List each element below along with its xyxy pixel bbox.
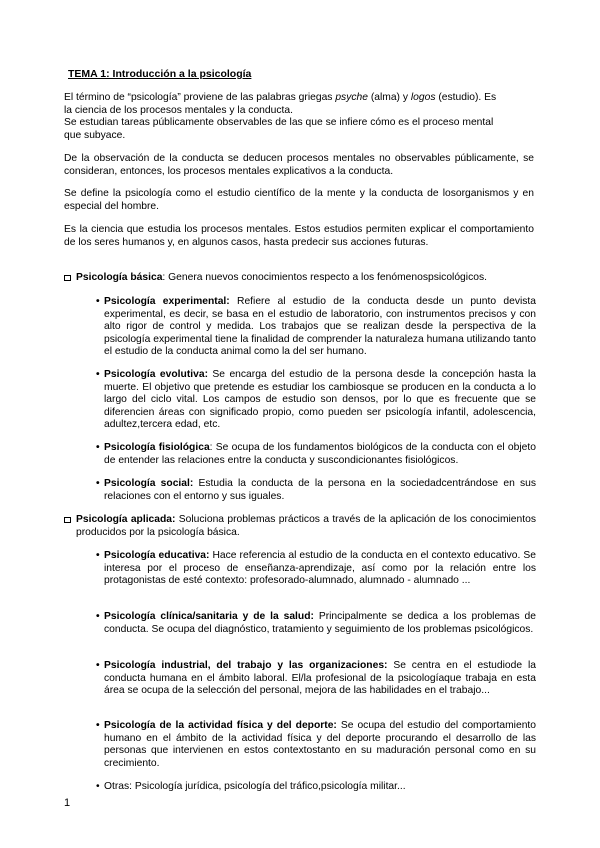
list-item-evolutiva: • Psicología evolutiva: Se encarga del estudio de la persona desde la concepción hasta la muerte. El objetivo que pretende es estudiar los cambiosque se producen en la conducta a lo largo del ciclo vital. Los campos de estudio son densos, por lo que es frecuente que se diferencien áreas con significado propio, como pueden ser psicología infantil, adolescencia, adultez,tercera edad, etc.	[96, 369, 536, 431]
list-item-industrial: • Psicología industrial, del trabajo y las organizaciones: Se centra en el estudiode la conducta humana en el ámbito laboral. El/la profesional de la psicologíaque trabaja en esta área se ocupa de la selección del personal, mejora de las habilidades en el trabajo...	[96, 660, 536, 697]
intro-line-2: la ciencia de los procesos mentales y la conducta.	[64, 104, 293, 116]
list-item-social: • Psicología social: Estudia la conducta de la persona en la sociedadcentrándose en sus relaciones con el entorno y sus iguales.	[96, 478, 536, 502]
list-item-educativa: • Psicología educativa: Hace referencia al estudio de la conducta en el contexto educativo. Se interesa por el proceso de enseñanza-aprendizaje, así como por la relación entre los protagonistas de esté contexto: profesorado-alumnado, alumnado - alumnado ...	[96, 550, 537, 587]
section-aplicada-label: Psicología aplicada:	[76, 514, 176, 525]
section-basica	[64, 272, 536, 285]
intro-paragraph-2: De la observación de la conducta se deducen procesos mentales no observables públicamente, se consideran, entonces, los procesos mentales explicativos a la conducta.	[64, 153, 534, 177]
intro-paragraph-1	[64, 92, 534, 142]
intro-line-3: Se estudian tareas públicamente observables de las que se infiere cómo es el proceso mental	[64, 117, 494, 129]
list-item-clinica: • Psicología clínica/sanitaria y de la salud: Principalmente se dedica a los problemas de conducta. Se ocupa del diagnóstico, tratamiento y seguimiento de los problemas psicológicos.	[96, 611, 536, 635]
page-number: 1	[64, 797, 71, 809]
section-aplicada	[64, 514, 536, 539]
square-bullet-icon	[64, 517, 71, 523]
bullet-icon: •	[96, 720, 100, 731]
list-item-deporte: • Psicología de la actividad física y del deporte: Se ocupa del estudio del comportamiento humano en el ámbito de la actividad física y del deporte procurando el desarrollo de las personas que intervienen en estos contextostanto en su maduración personal como en su crecimiento.	[96, 720, 537, 769]
section-basica-label: Psicología básica	[76, 272, 163, 283]
bullet-icon: •	[96, 660, 100, 671]
bullet-icon: •	[96, 442, 100, 453]
square-bullet-icon	[64, 275, 71, 281]
intro-line-1: El término de “psicología” proviene de las palabras griegas psyche (alma) y logos (estudio). Es	[64, 92, 497, 103]
bullet-icon: •	[96, 369, 100, 380]
list-item-otras: • Otras: Psicología jurídica, psicología del tráfico,psicología militar...	[96, 781, 406, 792]
intro-line-4: que subyace.	[64, 129, 126, 141]
bullet-icon: •	[96, 296, 100, 307]
bullet-icon: •	[96, 781, 100, 792]
section-aplicada-text: Soluciona problemas prácticos a través de la aplicación de los conocimientos producidos por la psicología básica.	[76, 514, 537, 538]
document-title: TEMA 1: Introducción a la psicología	[68, 68, 252, 80]
bullet-icon: •	[96, 550, 100, 561]
intro-paragraph-3: Se define la psicología como el estudio científico de la mente y la conducta de losorganismos y en especial del hombre.	[64, 188, 534, 212]
section-basica-text: : Genera nuevos conocimientos respecto a los fenómenospsicológicos.	[162, 272, 487, 283]
intro-paragraph-4: Es la ciencia que estudia los procesos mentales. Estos estudios permiten explicar el comportamiento de los seres humanos y, en algunos casos, hasta predecir sus acciones futuras.	[64, 224, 534, 248]
bullet-icon: •	[96, 478, 100, 489]
bullet-icon: •	[96, 611, 100, 622]
list-item-fisiologica: • Psicología fisiológica: Se ocupa de los fundamentos biológicos de la conducta con el objeto de entender las relaciones entre la conducta y suscondicionantes fisiológicos.	[96, 442, 536, 466]
list-item-experimental: • Psicología experimental: Refiere al estudio de la conducta desde un punto devista experimental, es decir, se basa en el estudio de laboratorio, con instrumentos precisos y con alto rigor de control y medida. Los trabajos que se realizan desde la perspectiva de la psicología experimental tiene la finalidad de comprender la naturaleza humana utilizando tanto el estudio de la conducta animal como la del ser humano.	[96, 296, 536, 358]
